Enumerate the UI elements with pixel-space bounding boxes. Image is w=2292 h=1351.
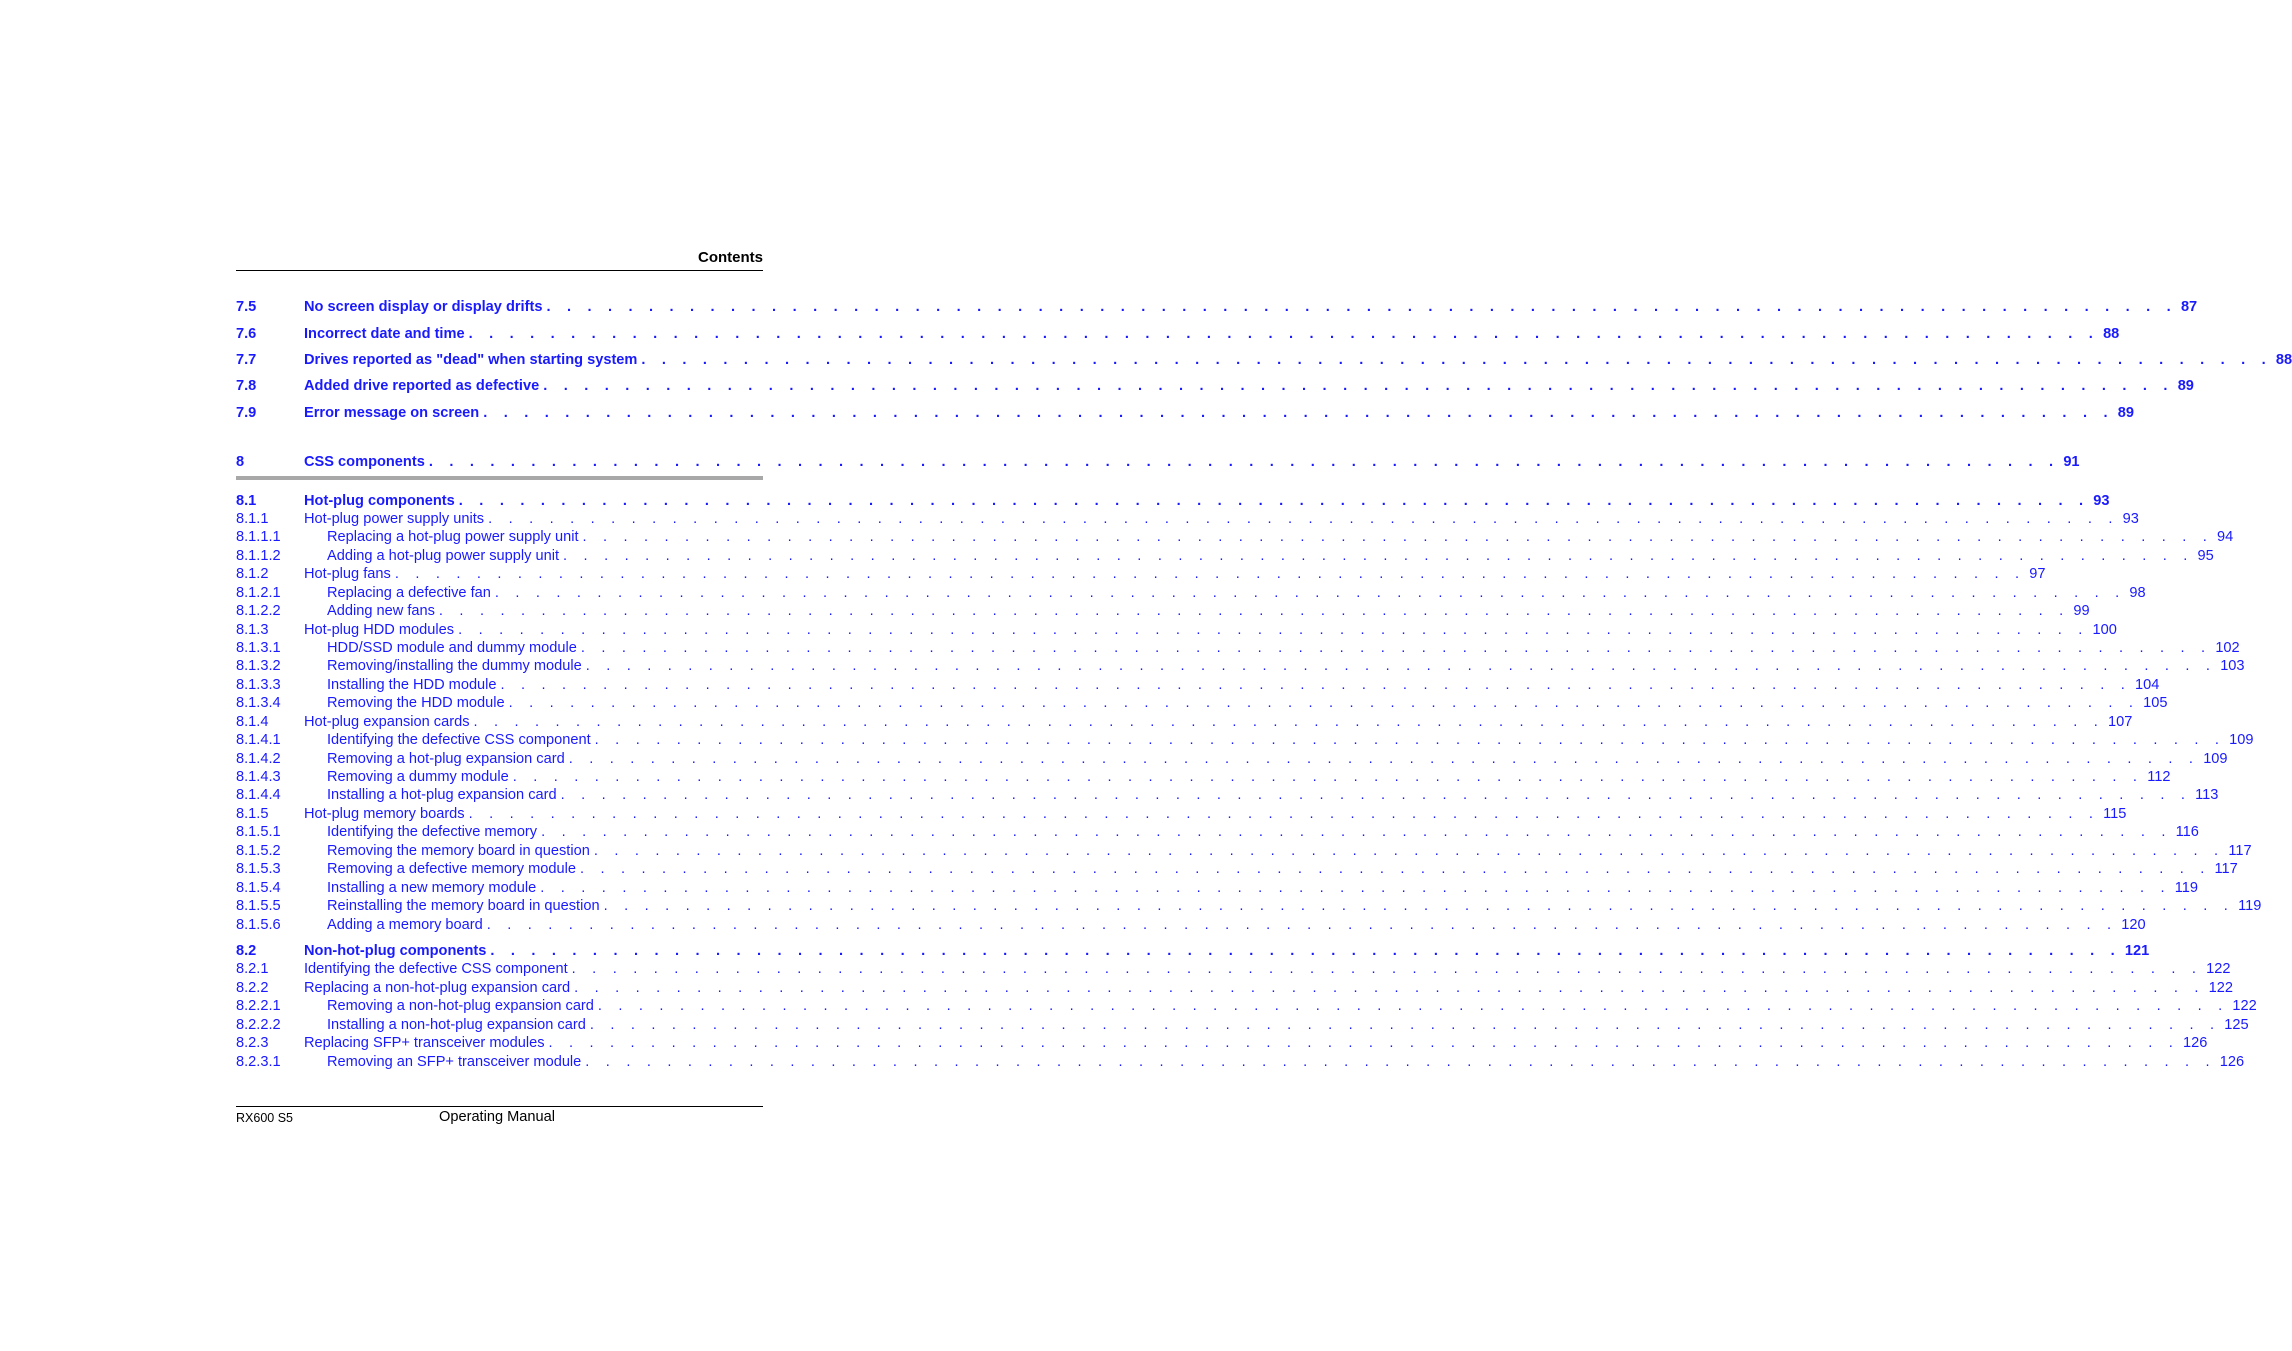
toc-leader-dots: . . . . . . . . . . . . . . . . . . . . . . . . . . . . . . . . . . . . . . . . . . . . . . . . . . . . . . . . . . . . . . . . . . . . . . . . . . . . . . . . [468, 326, 2100, 342]
toc-entry-title: Hot-plug power supply units [304, 511, 485, 527]
toc-entry-number: 8.1.5.6 [236, 917, 281, 933]
toc-entry-page: 104 [2135, 677, 2160, 693]
toc-entry-number: 7.8 [236, 378, 257, 394]
toc-entry[interactable] [236, 978, 2233, 998]
toc-entry[interactable] [236, 804, 2127, 824]
toc-entry-number: 8.1.5 [236, 806, 269, 822]
toc-leader-dots: . . . . . . . . . . . . . . . . . . . . . . . . . . . . . . . . . . . . . . . . . . . . . . . . . . . . . . . . . . . . . . . . . . . . . . . . . . . . . . . . [563, 548, 2194, 564]
toc-entry-number: 8.2 [236, 943, 257, 959]
toc-entry-title: Hot-plug HDD modules [304, 622, 455, 638]
toc-entry-title: Removing the HDD module [327, 695, 505, 711]
toc-entry-title: CSS components [304, 454, 425, 470]
toc-entry[interactable] [236, 546, 2214, 566]
toc-entry-number: 8.2.3.1 [236, 1054, 281, 1070]
toc-entry-title: Hot-plug memory boards [304, 806, 465, 822]
toc-leader-dots: . . . . . . . . . . . . . . . . . . . . . . . . . . . . . . . . . . . . . . . . . . . . . . . . . . . . . . . . . . . . . . . . . . . . . . . . . . . . . . . . [486, 917, 2118, 933]
toc-entry-title: Installing a new memory module [327, 880, 537, 896]
toc-entry[interactable] [236, 878, 2199, 898]
toc-leader-dots: . . . . . . . . . . . . . . . . . . . . . . . . . . . . . . . . . . . . . . . . . . . . . . . . . . . . . . . . . . . . . . . . . . . . . . . . . . . . . . . . [543, 378, 2174, 394]
toc-entry-number: 8.1.2 [236, 566, 269, 582]
toc-entry-title: Installing a hot-plug expansion card [327, 787, 557, 803]
toc-entry-number: 8.1.3.2 [236, 658, 281, 674]
toc-entry-page: 87 [2180, 299, 2198, 315]
toc-entry-page: 88 [2103, 326, 2120, 342]
toc-entry-page: 115 [2103, 806, 2127, 822]
toc-entry-page: 125 [2224, 1017, 2249, 1033]
toc-entry-number: 8.1.1.1 [236, 529, 281, 545]
toc-entry[interactable] [236, 350, 2292, 370]
toc-entry[interactable] [236, 1033, 2208, 1053]
toc-entry-page: 88 [2275, 352, 2292, 368]
toc-entry-page: 100 [2092, 622, 2117, 638]
toc-entry[interactable] [236, 376, 2194, 396]
toc-entry-page: 109 [2229, 732, 2254, 748]
toc-entry-number: 8.2.3 [236, 1035, 269, 1051]
toc-entry-number: 8.2.2.1 [236, 998, 281, 1014]
toc-entry-page: 89 [2177, 378, 2194, 394]
footer-manual-title: Operating Manual [439, 1109, 556, 1125]
toc-entry-number: 8.1.1 [236, 511, 269, 527]
chapter-divider [236, 476, 763, 480]
toc-entry-title: Reinstalling the memory board in question [327, 898, 600, 914]
toc-entry-title: Removing a non-hot-plug expansion card [327, 998, 594, 1014]
toc-entry[interactable] [236, 297, 2198, 317]
toc-entry-page: 117 [2228, 843, 2252, 859]
toc-entry-title: Removing a hot-plug expansion card [327, 751, 565, 767]
toc-entry-title: Adding a memory board [327, 917, 483, 933]
toc-entry-page: 91 [2063, 454, 2080, 470]
toc-entry-page: 93 [2122, 511, 2139, 527]
toc-entry-page: 103 [2220, 658, 2245, 674]
toc-leader-dots: . . . . . . . . . . . . . . . . . . . . . . . . . . . . . . . . . . . . . . . . . . . . . . . . . . . . . . . . . . . . . . . . . . . . . . . . . . . . . . . . [458, 493, 2090, 509]
toc-entry-page: 105 [2143, 695, 2168, 711]
toc-entry-number: 8.1.3.3 [236, 677, 281, 693]
toc-entry-page: 122 [2232, 998, 2257, 1014]
toc-entry-number: 8 [236, 454, 245, 470]
toc-leader-dots: . . . . . . . . . . . . . . . . . . . . . . . . . . . . . . . . . . . . . . . . . . . . . . . . . . . . . . . . . . . . . . . . . . . . . . . . . . . . . . . . [571, 961, 2203, 977]
toc-entry-page: 119 [2174, 880, 2199, 896]
toc-leader-dots: . . . . . . . . . . . . . . . . . . . . . . . . . . . . . . . . . . . . . . . . . . . . . . . . . . . . . . . . . . . . . . . . . . . . . . . . . . . . . . . . [582, 529, 2213, 545]
toc-entry-title: No screen display or display drifts [304, 299, 543, 315]
toc-entry-page: 97 [2029, 566, 2046, 582]
toc-entry-number: 8.2.2.2 [236, 1017, 281, 1033]
toc-entry-number: 8.1.4.3 [236, 769, 281, 785]
toc-leader-dots: . . . . . . . . . . . . . . . . . . . . . . . . . . . . . . . . . . . . . . . . . . . . . . . . . . . . . . . . . . . . . . . . . . . . . . . . . . . . . . . . [540, 880, 2171, 896]
toc-entry-number: 8.1.4.2 [236, 751, 281, 767]
toc-leader-dots: . . . . . . . . . . . . . . . . . . . . . . . . . . . . . . . . . . . . . . . . . . . . . . . . . . . . . . . . . . . . . . . . . . . . . . . . . . . . . . . . [603, 898, 2235, 914]
toc-entry[interactable] [236, 915, 2146, 935]
toc-entry-number: 8.1.4 [236, 714, 269, 730]
toc-entry[interactable] [236, 712, 2133, 732]
toc-entry-number: 8.1.3 [236, 622, 269, 638]
toc-leader-dots: . . . . . . . . . . . . . . . . . . . . . . . . . . . . . . . . . . . . . . . . . . . . . . . . . . . . . . . . . . . . . . . . . . . . . . . . . . . . . . . . [580, 640, 2212, 656]
toc-entry[interactable] [236, 767, 2171, 787]
toc-entry-page: 94 [2216, 529, 2234, 545]
toc-entry-page: 102 [2215, 640, 2240, 656]
toc-entry-page: 119 [2238, 898, 2262, 914]
toc-leader-dots: . . . . . . . . . . . . . . . . . . . . . . . . . . . . . . . . . . . . . . . . . . . . . . . . . . . . . . . . . . . . . . . . . . . . . . . . . . . . . . . . [580, 861, 2211, 877]
toc-entry[interactable] [236, 785, 2219, 805]
toc-entry[interactable] [236, 1052, 2245, 1072]
toc-entry[interactable] [236, 941, 2150, 961]
toc-entry[interactable] [236, 324, 2120, 344]
footer-product-name: RX600 S5 [236, 1111, 293, 1125]
toc-entry[interactable] [236, 620, 2117, 640]
toc-entry-number: 8.1.4.1 [236, 732, 281, 748]
toc-entry-number: 8.1.3.4 [236, 695, 281, 711]
toc-entry[interactable] [236, 675, 2160, 695]
toc-leader-dots: . . . . . . . . . . . . . . . . . . . . . . . . . . . . . . . . . . . . . . . . . . . . . . . . . . . . . . . . . . . . . . . . . . . . . . . . . . . . . . . . [488, 511, 2119, 527]
toc-entry-title: Replacing SFP+ transceiver modules [304, 1035, 545, 1051]
toc-entry-number: 8.1.1.2 [236, 548, 281, 564]
toc-entry-page: 120 [2121, 917, 2146, 933]
toc-entry[interactable] [236, 822, 2199, 842]
toc-entry-title: Identifying the defective memory [327, 824, 538, 840]
toc-entry-title: Installing a non-hot-plug expansion card [327, 1017, 586, 1033]
toc-entry-title: Removing the memory board in question [327, 843, 590, 859]
footer-divider [236, 1106, 763, 1107]
toc-entry-number: 7.6 [236, 326, 257, 342]
toc-leader-dots: . . . . . . . . . . . . . . . . . . . . . . . . . . . . . . . . . . . . . . . . . . . . . . . . . . . . . . . . . . . . . . . . . . . . . . . . . . . . . . . . [394, 566, 2026, 582]
toc-entry[interactable] [236, 859, 2238, 879]
toc-entry-number: 8.1.2.2 [236, 603, 281, 619]
toc-entry-number: 8.1.5.3 [236, 861, 281, 877]
toc-entry-title: Replacing a defective fan [327, 585, 491, 601]
toc-entry-title: Removing a defective memory module [327, 861, 577, 877]
toc-entry-title: Replacing a hot-plug power supply unit [327, 529, 579, 545]
toc-entry-number: 8.1.5.1 [236, 824, 281, 840]
toc-leader-dots: . . . . . . . . . . . . . . . . . . . . . . . . . . . . . . . . . . . . . . . . . . . . . . . . . . . . . . . . . . . . . . . . . . . . . . . . . . . . . . . . [548, 1035, 2179, 1051]
toc-entry-number: 8.1.3.1 [236, 640, 281, 656]
toc-leader-dots: . . . . . . . . . . . . . . . . . . . . . . . . . . . . . . . . . . . . . . . . . . . . . . . . . . . . . . . . . . . . . . . . . . . . . . . . . . . . . . . . [428, 454, 2060, 470]
toc-entry-title: Hot-plug expansion cards [304, 714, 470, 730]
toc-leader-dots: . . . . . . . . . . . . . . . . . . . . . . . . . . . . . . . . . . . . . . . . . . . . . . . . . . . . . . . . . . . . . . . . . . . . . . . . . . . . . . . . [546, 299, 2177, 315]
toc-entry-number: 7.5 [236, 299, 257, 315]
toc-entry[interactable] [236, 403, 2134, 423]
toc-entry-title: Non-hot-plug components [304, 943, 487, 959]
toc-entry-title: Removing/installing the dummy module [327, 658, 582, 674]
toc-entry[interactable] [236, 601, 2090, 621]
toc-entry-number: 8.1.2.1 [236, 585, 281, 601]
toc-entry-title: Adding a hot-plug power supply unit [327, 548, 560, 564]
toc-leader-dots: . . . . . . . . . . . . . . . . . . . . . . . . . . . . . . . . . . . . . . . . . . . . . . . . . . . . . . . . . . . . . . . . . . . . . . . . . . . . . . . . [641, 352, 2272, 368]
toc-leader-dots: . . . . . . . . . . . . . . . . . . . . . . . . . . . . . . . . . . . . . . . . . . . . . . . . . . . . . . . . . . . . . . . . . . . . . . . . . . . . . . . . [468, 806, 2100, 822]
toc-leader-dots: . . . . . . . . . . . . . . . . . . . . . . . . . . . . . . . . . . . . . . . . . . . . . . . . . . . . . . . . . . . . . . . . . . . . . . . . . . . . . . . . [585, 658, 2217, 674]
toc-entry-title: HDD/SSD module and dummy module [327, 640, 577, 656]
toc-entry-title: Identifying the defective CSS component [304, 961, 568, 977]
toc-entry-number: 8.2.2 [236, 980, 269, 996]
toc-leader-dots: . . . . . . . . . . . . . . . . . . . . . . . . . . . . . . . . . . . . . . . . . . . . . . . . . . . . . . . . . . . . . . . . . . . . . . . . . . . . . . . . [438, 603, 2070, 619]
toc-entry-page: 126 [2219, 1054, 2245, 1070]
toc-entry-page: 95 [2197, 548, 2214, 564]
toc-entry-title: Drives reported as "dead" when starting system [304, 352, 638, 368]
toc-entry[interactable] [236, 564, 2046, 584]
toc-entry-page: 98 [2129, 585, 2146, 601]
toc-entry-number: 8.1.4.4 [236, 787, 281, 803]
toc-leader-dots: . . . . . . . . . . . . . . . . . . . . . . . . . . . . . . . . . . . . . . . . . . . . . . . . . . . . . . . . . . . . . . . . . . . . . . . . . . . . . . . . [500, 677, 2132, 693]
toc-entry-page: 126 [2183, 1035, 2208, 1051]
toc-leader-dots: . . . . . . . . . . . . . . . . . . . . . . . . . . . . . . . . . . . . . . . . . . . . . . . . . . . . . . . . . . . . . . . . . . . . . . . . . . . . . . . . [560, 787, 2192, 803]
toc-entry-number: 8.1.5.5 [236, 898, 281, 914]
toc-entry[interactable] [236, 730, 2254, 750]
toc-entry[interactable] [236, 583, 2146, 603]
toc-leader-dots: . . . . . . . . . . . . . . . . . . . . . . . . . . . . . . . . . . . . . . . . . . . . . . . . . . . . . . . . . . . . . . . . . . . . . . . . . . . . . . . . [593, 843, 2225, 859]
toc-leader-dots: . . . . . . . . . . . . . . . . . . . . . . . . . . . . . . . . . . . . . . . . . . . . . . . . . . . . . . . . . . . . . . . . . . . . . . . . . . . . . . . . [589, 1017, 2221, 1033]
toc-entry-page: 89 [2117, 405, 2134, 421]
toc-entry-page: 113 [2195, 787, 2219, 803]
toc-entry-title: Identifying the defective CSS component [327, 732, 591, 748]
toc-leader-dots: . . . . . . . . . . . . . . . . . . . . . . . . . . . . . . . . . . . . . . . . . . . . . . . . . . . . . . . . . . . . . . . . . . . . . . . . . . . . . . . . [597, 998, 2229, 1014]
toc-entry-title: Removing a dummy module [327, 769, 509, 785]
toc-entry-title: Replacing a non-hot-plug expansion card [304, 980, 571, 996]
toc-entry-number: 7.9 [236, 405, 257, 421]
toc-entry-page: 116 [2175, 824, 2199, 840]
toc-entry[interactable] [236, 1015, 2249, 1035]
toc-entry-title: Added drive reported as defective [304, 378, 540, 394]
toc-leader-dots: . . . . . . . . . . . . . . . . . . . . . . . . . . . . . . . . . . . . . . . . . . . . . . . . . . . . . . . . . . . . . . . . . . . . . . . . . . . . . . . . [585, 1054, 2216, 1070]
toc-entry[interactable] [236, 452, 2080, 472]
toc-entry-page: 122 [2206, 961, 2231, 977]
toc-leader-dots: . . . . . . . . . . . . . . . . . . . . . . . . . . . . . . . . . . . . . . . . . . . . . . . . . . . . . . . . . . . . . . . . . . . . . . . . . . . . . . . . [512, 769, 2144, 785]
toc-leader-dots: . . . . . . . . . . . . . . . . . . . . . . . . . . . . . . . . . . . . . . . . . . . . . . . . . . . . . . . . . . . . . . . . . . . . . . . . . . . . . . . . [458, 622, 2089, 638]
toc-leader-dots: . . . . . . . . . . . . . . . . . . . . . . . . . . . . . . . . . . . . . . . . . . . . . . . . . . . . . . . . . . . . . . . . . . . . . . . . . . . . . . . . [568, 751, 2200, 767]
toc-entry-number: 8.1 [236, 493, 257, 509]
toc-leader-dots: . . . . . . . . . . . . . . . . . . . . . . . . . . . . . . . . . . . . . . . . . . . . . . . . . . . . . . . . . . . . . . . . . . . . . . . . . . . . . . . . [473, 714, 2104, 730]
toc-entry[interactable] [236, 749, 2228, 769]
toc-entry[interactable] [236, 693, 2168, 713]
toc-entry[interactable] [236, 638, 2240, 658]
toc-leader-dots: . . . . . . . . . . . . . . . . . . . . . . . . . . . . . . . . . . . . . . . . . . . . . . . . . . . . . . . . . . . . . . . . . . . . . . . . . . . . . . . . [508, 695, 2140, 711]
toc-leader-dots: . . . . . . . . . . . . . . . . . . . . . . . . . . . . . . . . . . . . . . . . . . . . . . . . . . . . . . . . . . . . . . . . . . . . . . . . . . . . . . . . [490, 943, 2121, 959]
toc-entry-page: 107 [2107, 714, 2133, 730]
toc-entry[interactable] [236, 527, 2234, 547]
toc-entry-title: Hot-plug components [304, 493, 455, 509]
toc-leader-dots: . . . . . . . . . . . . . . . . . . . . . . . . . . . . . . . . . . . . . . . . . . . . . . . . . . . . . . . . . . . . . . . . . . . . . . . . . . . . . . . . [594, 732, 2226, 748]
toc-entry-title: Hot-plug fans [304, 566, 391, 582]
toc-entry-number: 8.1.5.2 [236, 843, 281, 859]
toc-entry-title: Error message on screen [304, 405, 480, 421]
toc-leader-dots: . . . . . . . . . . . . . . . . . . . . . . . . . . . . . . . . . . . . . . . . . . . . . . . . . . . . . . . . . . . . . . . . . . . . . . . . . . . . . . . . [541, 824, 2172, 840]
toc-entry-number: 7.7 [236, 352, 257, 368]
toc-entry-page: 109 [2203, 751, 2228, 767]
toc-entry-number: 8.1.5.4 [236, 880, 281, 896]
toc-entry[interactable] [236, 509, 2139, 529]
toc-entry[interactable] [236, 491, 2110, 511]
toc-entry-page: 99 [2073, 603, 2090, 619]
toc-entry[interactable] [236, 996, 2257, 1016]
toc-entry-page: 121 [2124, 943, 2150, 959]
toc-entry[interactable] [236, 959, 2231, 979]
toc-leader-dots: . . . . . . . . . . . . . . . . . . . . . . . . . . . . . . . . . . . . . . . . . . . . . . . . . . . . . . . . . . . . . . . . . . . . . . . . . . . . . . . . [574, 980, 2205, 996]
toc-entry-title: Adding new fans [327, 603, 435, 619]
toc-entry[interactable] [236, 656, 2245, 676]
toc-entry-page: 93 [2093, 493, 2110, 509]
toc-entry[interactable] [236, 896, 2262, 916]
toc-leader-dots: . . . . . . . . . . . . . . . . . . . . . . . . . . . . . . . . . . . . . . . . . . . . . . . . . . . . . . . . . . . . . . . . . . . . . . . . . . . . . . . . [494, 585, 2126, 601]
toc-leader-dots: . . . . . . . . . . . . . . . . . . . . . . . . . . . . . . . . . . . . . . . . . . . . . . . . . . . . . . . . . . . . . . . . . . . . . . . . . . . . . . . . [483, 405, 2114, 421]
toc-entry-page: 122 [2208, 980, 2233, 996]
toc-entry-number: 8.2.1 [236, 961, 269, 977]
toc-entry-page: 112 [2147, 769, 2171, 785]
page-header-title: Contents [698, 249, 763, 266]
toc-entry-title: Installing the HDD module [327, 677, 497, 693]
toc-entry[interactable] [236, 841, 2252, 861]
toc-entry-title: Removing an SFP+ transceiver module [327, 1054, 582, 1070]
toc-entry-page: 117 [2214, 861, 2238, 877]
toc-entry-title: Incorrect date and time [304, 326, 465, 342]
